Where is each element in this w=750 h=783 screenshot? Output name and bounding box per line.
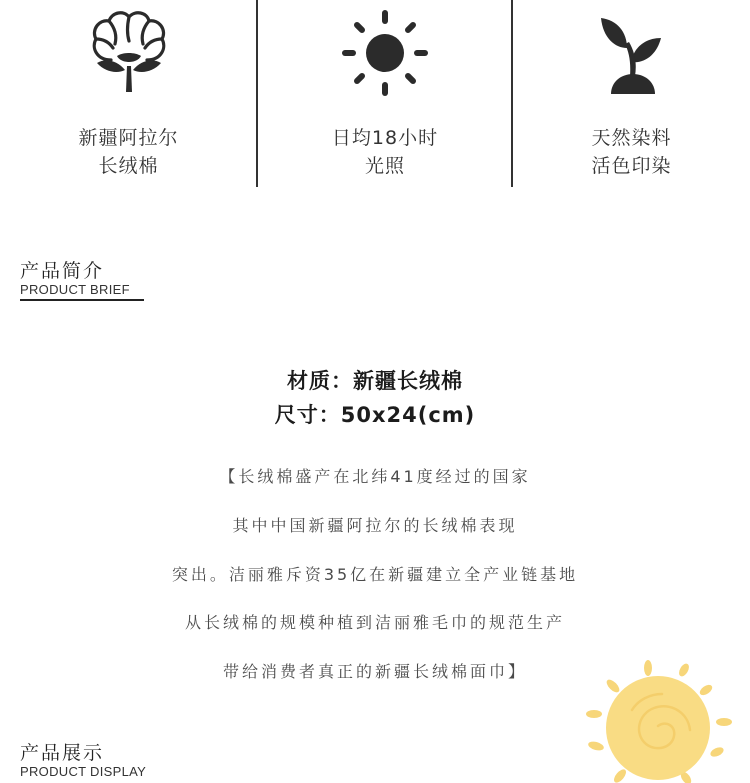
decorative-sun-icon	[580, 656, 750, 783]
feature-sprout-line-2: 活色印染	[591, 155, 672, 177]
feature-cotton	[0, 0, 257, 187]
feature-sprout-label	[513, 124, 750, 180]
spec-size: 尺寸：50x24(cm)	[274, 403, 476, 427]
description-line: 带给消费者真正的新疆长绒棉面巾】	[222, 662, 527, 681]
sprout-icon	[597, 14, 667, 102]
brief-title-en: PRODUCT BRIEF	[20, 282, 130, 297]
brief-title-underline	[20, 299, 144, 301]
display-title-en: PRODUCT DISPLAY	[20, 764, 147, 779]
feature-sprout	[513, 0, 750, 187]
sun-icon	[340, 8, 430, 102]
description-line: 突出。洁丽雅斥资35亿在新疆建立全产业链基地	[171, 564, 579, 584]
description-line: 【长绒棉盛产在北纬41度经过的国家	[219, 467, 531, 486]
brief-title-zh: 产品简介	[20, 260, 105, 282]
description-line: 从长绒棉的规模种植到洁丽雅毛巾的规范生产	[184, 613, 565, 633]
cotton-icon	[87, 8, 171, 102]
feature-sun-label	[258, 124, 512, 180]
feature-cotton-line-1: 新疆阿拉尔	[78, 127, 179, 149]
section-title-brief	[20, 260, 144, 301]
feature-cotton-label	[0, 124, 257, 180]
feature-sun	[258, 0, 512, 187]
spec-material: 材质：新疆长绒棉	[287, 369, 463, 393]
display-title-zh: 产品展示	[20, 742, 105, 764]
features-row	[0, 0, 750, 187]
feature-sun-line-2: 光照	[364, 155, 405, 177]
section-title-display	[20, 742, 146, 780]
feature-cotton-line-2: 长绒棉	[98, 155, 159, 177]
feature-sprout-line-1: 天然染料	[591, 127, 672, 149]
feature-sun-line-1: 日均18小时	[331, 127, 439, 149]
description-line: 其中中国新疆阿拉尔的长绒棉表现	[232, 515, 518, 535]
